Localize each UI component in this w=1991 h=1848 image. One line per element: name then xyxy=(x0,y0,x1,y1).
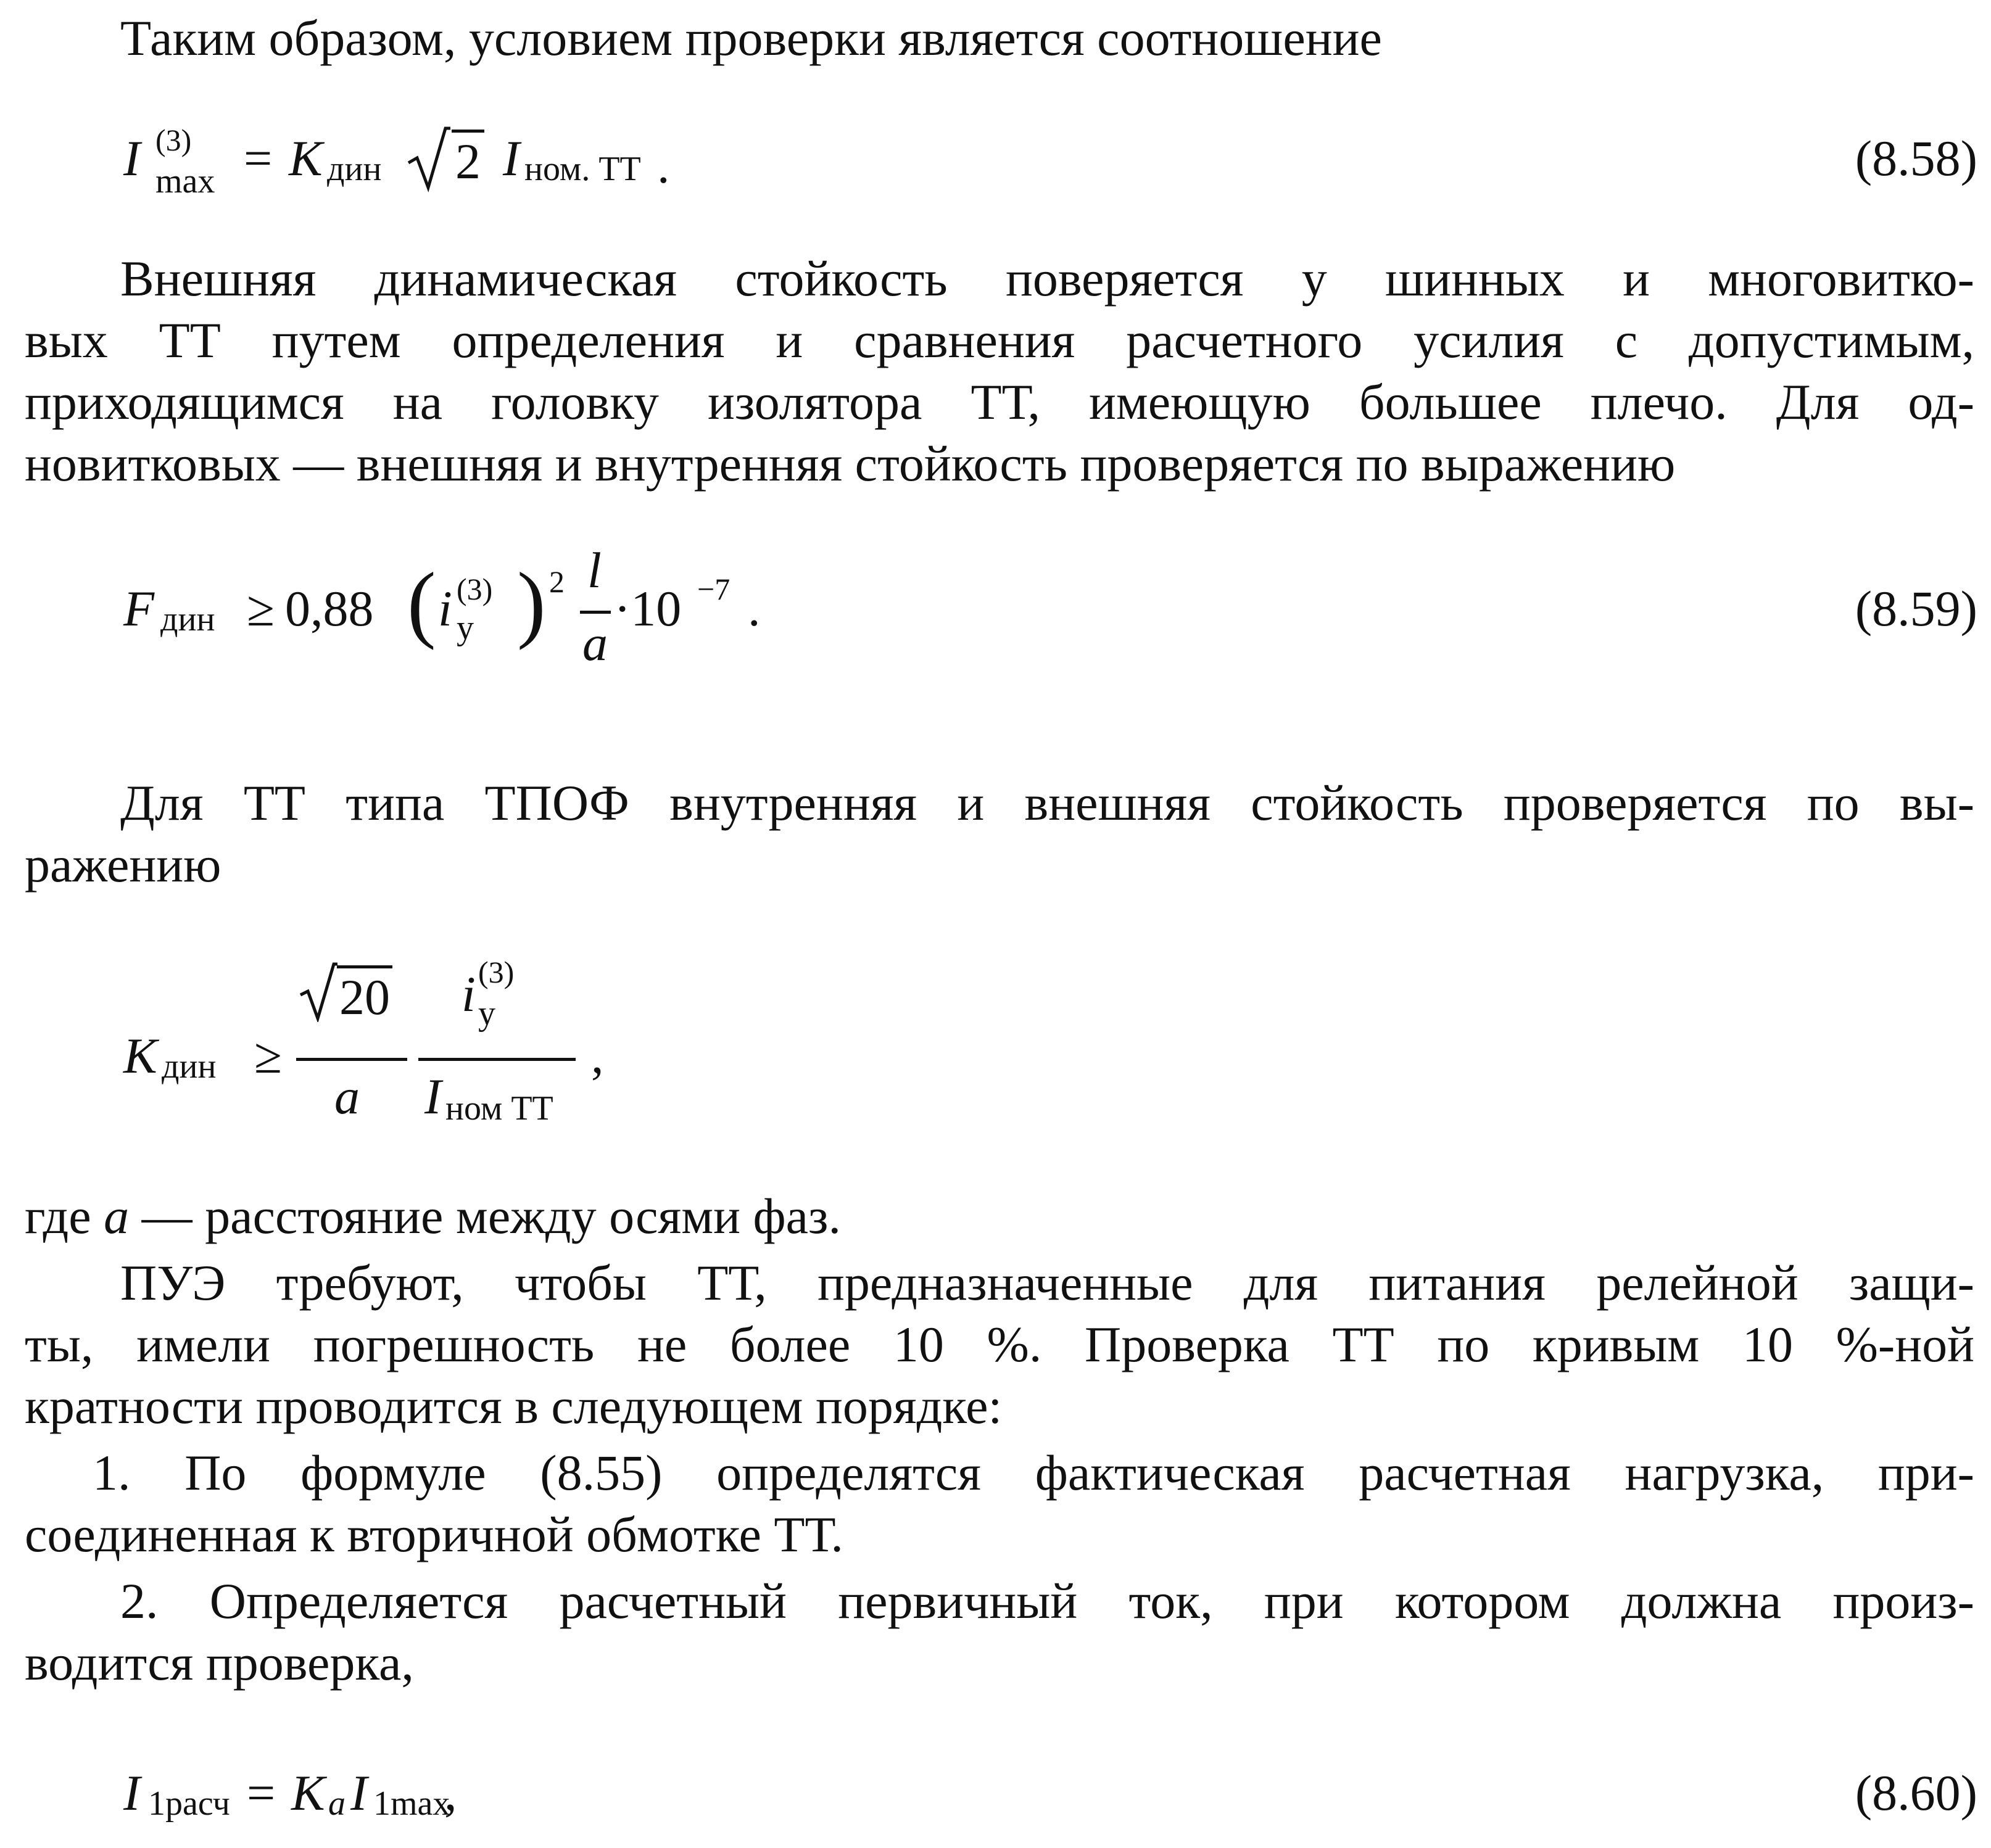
eq859-frac-den: a xyxy=(582,615,608,671)
eq860-k: K xyxy=(291,1765,325,1821)
eq860-i-sub: 1max xyxy=(373,1784,450,1823)
paragraph-external-line-1: Внешняя динамическая стойкость поверяется у шинных и многовитко- xyxy=(120,250,1974,307)
eq858-i: I xyxy=(503,130,520,186)
where-variable: a xyxy=(104,1188,130,1244)
eq860-lhs-sub: 1расч xyxy=(148,1784,230,1823)
eq860-lhs: I xyxy=(123,1765,141,1821)
paragraph-tpof-line-2: ражению xyxy=(25,836,221,893)
eqk-sqrt-sign xyxy=(299,960,337,1022)
eq858-i-sub: ном. ТТ xyxy=(524,150,641,188)
eqk-num2: i xyxy=(462,966,476,1022)
eq859-fraction-bar xyxy=(580,611,611,614)
list-item-1-line-2: соединенная к вторичной обмотке ТТ. xyxy=(25,1506,843,1562)
paragraph-pue-line-2: ты, имели погрешность не более 10 %. Проверка ТТ по кривым 10 %-ной xyxy=(25,1316,1974,1372)
eq860-end: , xyxy=(444,1765,457,1821)
eq859-exp: 2 xyxy=(549,564,565,599)
eq860-i: I xyxy=(350,1765,368,1821)
paragraph-pue-line-3: кратности проводится в следующем порядке: xyxy=(25,1378,1003,1434)
eq859-i-sup: (3) xyxy=(457,572,493,606)
equation-number-8-59: (8.59) xyxy=(1855,580,1977,637)
eq859-coef: 0,88 xyxy=(285,580,374,637)
eq859-mult-exp: −7 xyxy=(697,572,731,606)
where-prefix: где xyxy=(25,1188,104,1244)
eq858-end: . xyxy=(657,138,670,194)
eq859-end: . xyxy=(748,580,761,637)
eqk-lhs: K xyxy=(123,1028,157,1084)
paragraph-external-line-4: новитковых — внешняя и внутренняя стойкость проверяется по выражению xyxy=(25,435,1676,492)
list-item-1-line-1: 1. По формуле (8.55) определятся фактическая расчетная нагрузка, при- xyxy=(93,1445,1974,1501)
where-rest: — расстояние между осями фаз. xyxy=(129,1188,841,1244)
eqk-den1: a xyxy=(334,1068,360,1124)
paragraph-external-line-2: вых ТТ путем определения и сравнения расчетного усилия с допустимым, xyxy=(25,312,1974,368)
paragraph-external-line-3: приходящимся на головку изолятора ТТ, имеющую большее плечо. Для од- xyxy=(25,374,1974,430)
paragraph-tpof-line-1: Для ТТ типа ТПОФ внутренняя и внешняя стойкость проверяется по вы- xyxy=(120,775,1974,831)
list-item-2-line-1: 2. Определяется расчетный первичный ток, при котором должна произ- xyxy=(120,1573,1974,1629)
eq859-paren-right: ) xyxy=(517,555,546,651)
eqk-end: , xyxy=(591,1028,604,1084)
eq859-frac-num: l xyxy=(587,542,602,598)
eq859-mult: ·10 xyxy=(614,580,682,637)
eqk-fraction-bar-1 xyxy=(296,1058,407,1061)
eqk-geq: ≥ xyxy=(254,1028,283,1084)
list-item-2-line-2: водится проверка, xyxy=(25,1635,414,1691)
eqk-sqrt-arg: 20 xyxy=(337,965,392,1026)
eq860-equals: = xyxy=(247,1765,276,1821)
eq858-lhs-sub: max xyxy=(155,162,215,200)
paragraph-pue-line-1: ПУЭ требуют, чтобы ТТ, предназначенные для питания релейной защи- xyxy=(120,1255,1974,1311)
eqk-fraction-bar-2 xyxy=(418,1058,576,1061)
eq859-i-sub: у xyxy=(457,609,474,647)
equation-number-8-58: (8.58) xyxy=(1855,130,1977,186)
equation-number-8-60: (8.60) xyxy=(1855,1765,1977,1821)
eq859-geq: ≥ xyxy=(247,580,275,637)
eqk-den2: I xyxy=(424,1068,442,1124)
eqk-lhs-sub: дин xyxy=(162,1047,217,1086)
eq860-k-sub: a xyxy=(328,1784,346,1823)
eq859-lhs: F xyxy=(123,580,155,637)
eqk-num2-sub: у xyxy=(478,994,495,1033)
eq858-k: K xyxy=(289,130,323,186)
paragraph-where xyxy=(25,1186,1974,1247)
eq859-paren-left: ( xyxy=(407,555,436,651)
eq858-lhs-sup: (3) xyxy=(155,123,192,157)
eq858-equals: = xyxy=(244,130,273,186)
paragraph-intro: Таким образом, условием проверки является соотношение xyxy=(120,10,1382,66)
eq858-k-sub: дин xyxy=(327,150,382,188)
eq858-sqrt-arg: 2 xyxy=(452,130,484,191)
eq859-i: i xyxy=(438,580,452,637)
eq859-lhs-sub: дин xyxy=(160,600,215,638)
eq858-sqrt-sign xyxy=(407,125,450,192)
eqk-num2-sup: (3) xyxy=(478,955,515,989)
eqk-den2-sub: ном ТТ xyxy=(445,1089,553,1128)
eq858-lhs: I xyxy=(123,130,141,186)
